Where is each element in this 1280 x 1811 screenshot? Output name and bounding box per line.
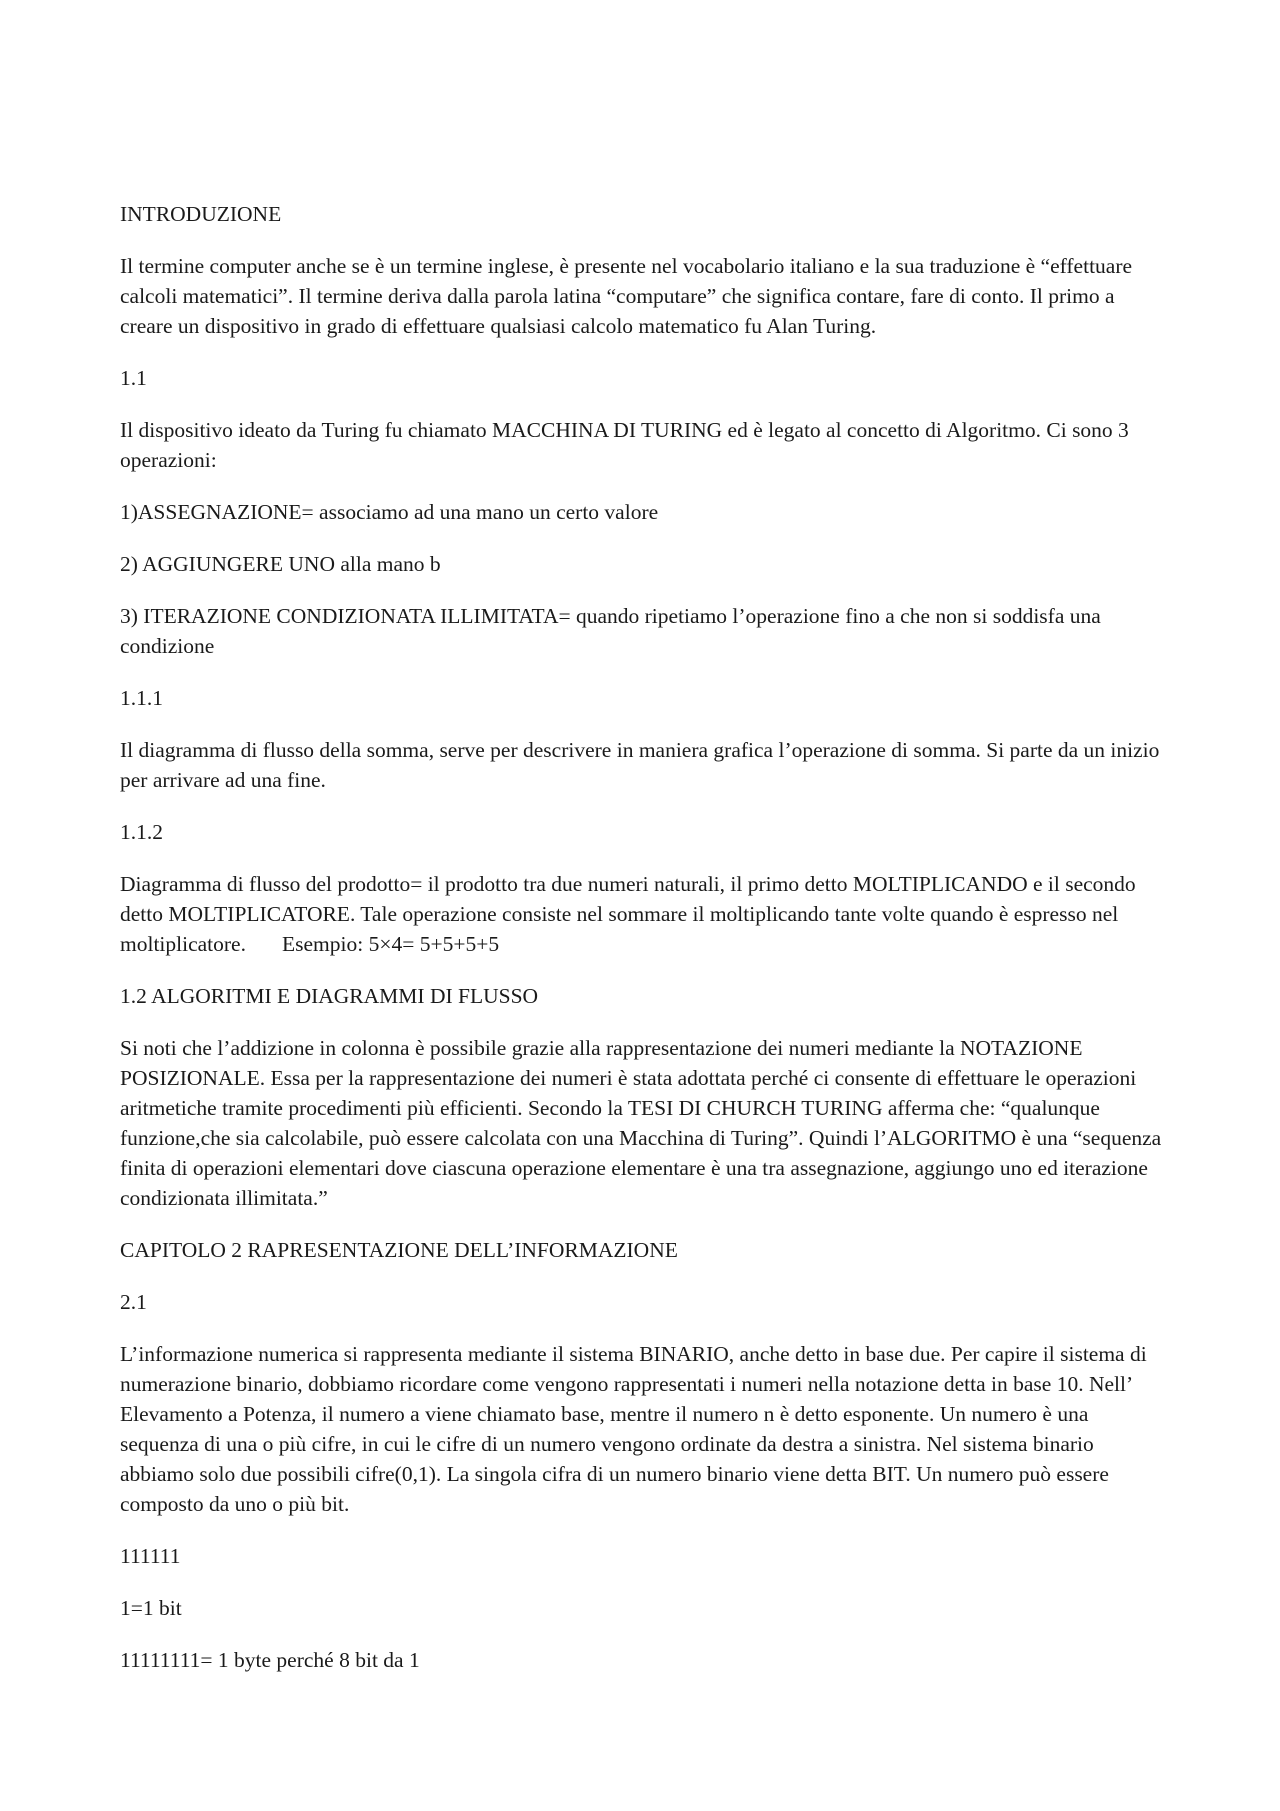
binario-paragraph: L’informazione numerica si rappresenta mediante il sistema BINARIO, anche detto in base due. Per capire il sistema di numerazione binario, dobbiamo ricordare come vengono rappresentati i numeri nella notazione detta in base 10. Nell’ Elevamento a Potenza, il numero a viene chiamato base, mentre il numero n è detto esponente. Un numero è una sequenza di una o più cifre, in cui le cifre di un numero vengono ordinate da destra a sinistra. Nel sistema binario abbiamo solo due possibili cifre(0,1). La singola cifra di un numero binario viene detta BIT. Un numero può essere composto da uno o più bit. — [120, 1342, 1147, 1516]
section-heading-1-1-2: 1.1.2 — [120, 820, 163, 844]
section-heading-1-1-1: 1.1.1 — [120, 686, 163, 710]
prodotto-example: Esempio: 5×4= 5+5+5+5 — [281, 932, 500, 956]
operation-2: 2) AGGIUNGERE UNO alla mano b — [120, 552, 441, 576]
prodotto-text: Diagramma di flusso del prodotto= il prodotto tra due numeri naturali, il primo detto MOLTIPLICANDO e il secondo detto MOLTIPLICATORE. Tale operazione consiste nel sommare il moltiplicando tante volte quando è espresso nel moltiplicatore. — [120, 872, 1136, 956]
operation-1: 1)ASSEGNAZIONE= associamo ad una mano un certo valore — [120, 500, 659, 524]
intro-paragraph: Il termine computer anche se è un termine inglese, è presente nel vocabolario italiano e la sua traduzione è “effettuare calcoli matematici”. Il termine deriva dalla parola latina “computare” che significa contare, fare di conto. Il primo a creare un dispositivo in grado di effettuare qualsiasi calcolo matematico fu Alan Turing. — [120, 254, 1133, 338]
chapter-2-heading: CAPITOLO 2 RAPRESENTAZIONE DELL’INFORMAZIONE — [120, 1238, 678, 1262]
document-body — [120, 199, 1170, 1697]
section-heading-1-2: 1.2 ALGORITMI E DIAGRAMMI DI FLUSSO — [120, 984, 539, 1008]
somma-paragraph: Il diagramma di flusso della somma, serve per descrivere in maniera grafica l’operazione di somma. Si parte da un inizio per arrivare ad una fine. — [120, 738, 1160, 792]
section-heading-1-1: 1.1 — [120, 366, 147, 390]
example-1-bit: 1=1 bit — [120, 1596, 182, 1620]
intro-heading: INTRODUZIONE — [120, 202, 282, 226]
example-byte: 11111111= 1 byte perché 8 bit da 1 — [120, 1648, 420, 1672]
example-111111: 111111 — [120, 1544, 181, 1568]
prodotto-paragraph — [120, 869, 1170, 959]
operation-3: 3) ITERAZIONE CONDIZIONATA ILLIMITATA= quando ripetiamo l’operazione fino a che non si soddisfa una condizione — [120, 604, 1101, 658]
turing-paragraph: Il dispositivo ideato da Turing fu chiamato MACCHINA DI TURING ed è legato al concetto di Algoritmo. Ci sono 3 operazioni: — [120, 418, 1129, 472]
algoritmi-paragraph: Si noti che l’addizione in colonna è possibile grazie alla rappresentazione dei numeri mediante la NOTAZIONE POSIZIONALE. Essa per la rappresentazione dei numeri è stata adottata perché ci consente di effettuare le operazioni aritmetiche tramite procedimenti più efficienti. Secondo la TESI DI CHURCH TURING afferma che: “qualunque funzione,che sia calcolabile, può essere calcolata con una Macchina di Turing”. Quindi l’ALGORITMO è una “sequenza finita di operazioni elementari dove ciascuna operazione elementare è una tra assegnazione, aggiungo uno ed iterazione condizionata illimitata.” — [120, 1036, 1162, 1210]
section-heading-2-1: 2.1 — [120, 1290, 147, 1314]
